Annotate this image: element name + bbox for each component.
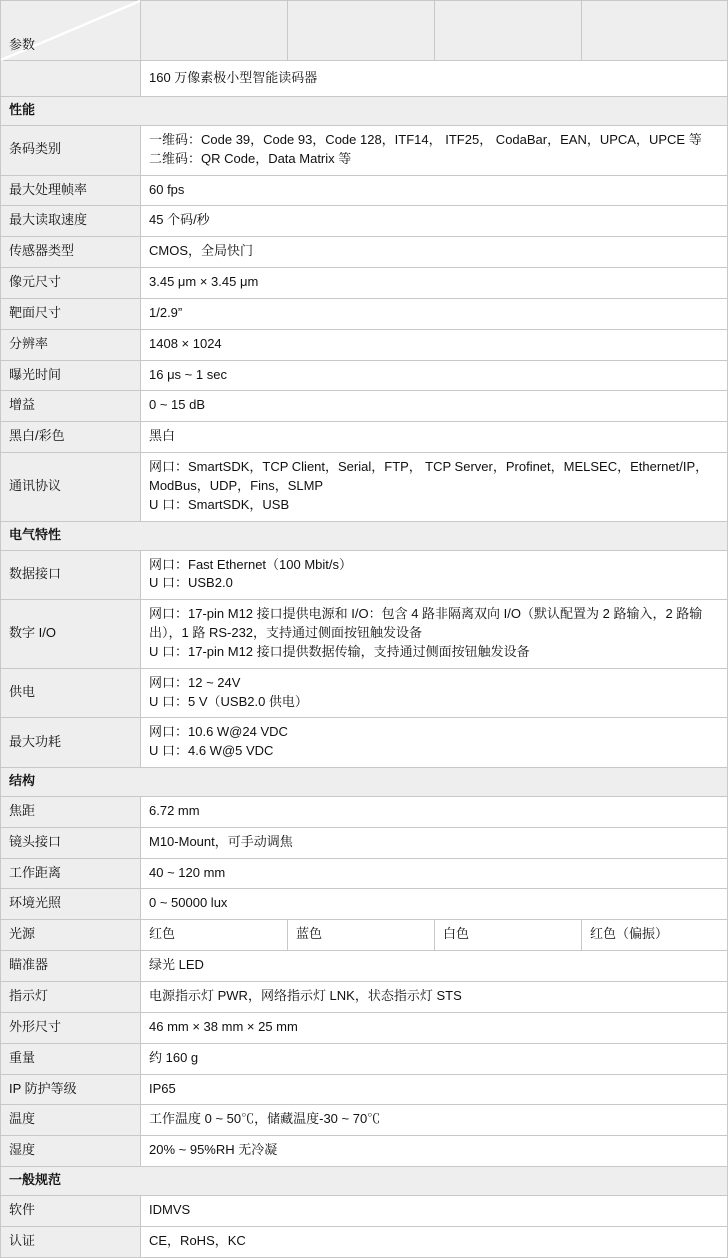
row-value: 3.45 μm × 3.45 μm [141,268,728,299]
table-row [1,268,728,299]
table-row [1,298,728,329]
section-header-electrical [1,521,728,550]
table-header-row [1,1,728,61]
section-header-general [1,1167,728,1196]
row-label: 像元尺寸 [1,268,141,299]
row-value: 工作温度 0 ~ 50℃，储藏温度-30 ~ 70℃ [141,1105,728,1136]
row-value [141,668,728,718]
row-value: 6.72 mm [141,796,728,827]
header-blank-2 [288,1,435,61]
row-value: M10-Mount，可手动调焦 [141,827,728,858]
light-source-option: 白色 [435,920,582,951]
model-name: 160 万像素极小型智能读码器 [141,61,728,97]
table-row [1,1105,728,1136]
row-value [141,453,728,522]
table-row [1,1226,728,1257]
table-row [1,600,728,669]
light-source-option: 红色（偏振） [582,920,728,951]
row-label: 黑白/彩色 [1,422,141,453]
row-label: 增益 [1,391,141,422]
row-value [141,600,728,669]
table-row [1,206,728,237]
section-header-structure [1,768,728,797]
row-value: 46 mm × 38 mm × 25 mm [141,1012,728,1043]
row-value [141,718,728,768]
row-value-line: U 口：17-pin M12 接口提供数据传输，支持通过侧面按钮触发设备 [149,643,530,659]
table-row [1,1012,728,1043]
row-label: 靶面尺寸 [1,298,141,329]
row-value: 约 160 g [141,1043,728,1074]
row-label: 通讯协议 [1,453,141,522]
row-label: 认证 [1,1226,141,1257]
row-value-line: U 口：4.6 W@5 VDC [149,743,274,759]
table-row [1,237,728,268]
table-row [1,550,728,600]
row-label: IP 防护等级 [1,1074,141,1105]
row-label: 瞄准器 [1,951,141,982]
row-label: 传感器类型 [1,237,141,268]
row-value: 0 ~ 15 dB [141,391,728,422]
row-label: 指示灯 [1,982,141,1013]
table-row [1,360,728,391]
model-row [1,61,728,97]
section-title: 性能 [1,97,728,126]
section-title: 电气特性 [1,521,728,550]
row-label: 数字 I/O [1,600,141,669]
row-value [141,125,728,175]
row-label: 最大处理帧率 [1,175,141,206]
row-value: 45 个码/秒 [141,206,728,237]
row-label: 镜头接口 [1,827,141,858]
table-row [1,453,728,522]
row-value: 1/2.9” [141,298,728,329]
light-source-option: 蓝色 [288,920,435,951]
row-label: 工作距离 [1,858,141,889]
table-row [1,796,728,827]
row-value: 20% ~ 95%RH 无冷凝 [141,1136,728,1167]
table-row [1,718,728,768]
row-label: 软件 [1,1195,141,1226]
section-header-performance [1,97,728,126]
row-value-line: 网口：Fast Ethernet（100 Mbit/s） [149,556,353,572]
table-row [1,422,728,453]
header-blank-1 [141,1,288,61]
row-value: CMOS，全局快门 [141,237,728,268]
row-label: 供电 [1,668,141,718]
row-label: 曝光时间 [1,360,141,391]
table-row-light-source [1,920,728,951]
parameter-corner-cell [1,1,141,61]
row-label: 环境光照 [1,889,141,920]
table-row [1,668,728,718]
row-label: 湿度 [1,1136,141,1167]
row-value: 绿光 LED [141,951,728,982]
table-row [1,1074,728,1105]
row-value: 0 ~ 50000 lux [141,889,728,920]
table-row [1,858,728,889]
row-label: 温度 [1,1105,141,1136]
row-value-line: 网口：SmartSDK，TCP Client，Serial，FTP， TCP Server，Profinet，MELSEC，Ethernet/IP，ModBus，UDP，Fins，SLMP [149,459,709,493]
row-value: 黑白 [141,422,728,453]
row-label: 光源 [1,920,141,951]
row-value-line: 网口：10.6 W@24 VDC [149,724,288,740]
table-row [1,125,728,175]
row-label: 焦距 [1,796,141,827]
table-row [1,1136,728,1167]
header-blank-3 [435,1,582,61]
table-row [1,1195,728,1226]
header-blank-4 [582,1,728,61]
table-body [1,1,728,1258]
row-value-line: U 口：USB2.0 [149,575,233,591]
row-value: 60 fps [141,175,728,206]
row-value [141,550,728,600]
row-label: 条码类别 [1,125,141,175]
row-value: IP65 [141,1074,728,1105]
row-value: 16 μs ~ 1 sec [141,360,728,391]
row-value: 40 ~ 120 mm [141,858,728,889]
row-label: 最大读取速度 [1,206,141,237]
row-value-line: U 口：5 V（USB2.0 供电） [149,693,308,709]
table-row [1,1043,728,1074]
row-value-line: 二维码：QR Code，Data Matrix 等 [149,150,352,166]
row-value: 1408 × 1024 [141,329,728,360]
model-label-cell [1,61,141,97]
section-title: 一般规范 [1,1167,728,1196]
row-value-line: 网口：12 ~ 24V [149,674,241,690]
row-value: 电源指示灯 PWR，网络指示灯 LNK，状态指示灯 STS [141,982,728,1013]
table-row [1,889,728,920]
light-source-option: 红色 [141,920,288,951]
row-label: 分辨率 [1,329,141,360]
parameter-label: 参数 [9,37,36,53]
table-row [1,982,728,1013]
row-label: 重量 [1,1043,141,1074]
row-label: 最大功耗 [1,718,141,768]
row-value-line: U 口：SmartSDK，USB [149,496,290,512]
row-label: 数据接口 [1,550,141,600]
table-row [1,329,728,360]
row-value: IDMVS [141,1195,728,1226]
table-row [1,951,728,982]
row-label: 外形尺寸 [1,1012,141,1043]
section-title: 结构 [1,768,728,797]
row-value-line: 网口：17-pin M12 接口提供电源和 I/O：包含 4 路非隔离双向 I/O（默认配置为 2 路输入，2 路输出），1 路 RS-232，支持通过侧面按钮触发设备 [149,606,703,641]
table-row [1,391,728,422]
table-row [1,175,728,206]
row-value: CE，RoHS，KC [141,1226,728,1257]
table-row [1,827,728,858]
row-value-line: 一维码：Code 39，Code 93，Code 128，ITF14， ITF25， CodaBar，EAN，UPCA，UPCE 等 [149,131,702,147]
